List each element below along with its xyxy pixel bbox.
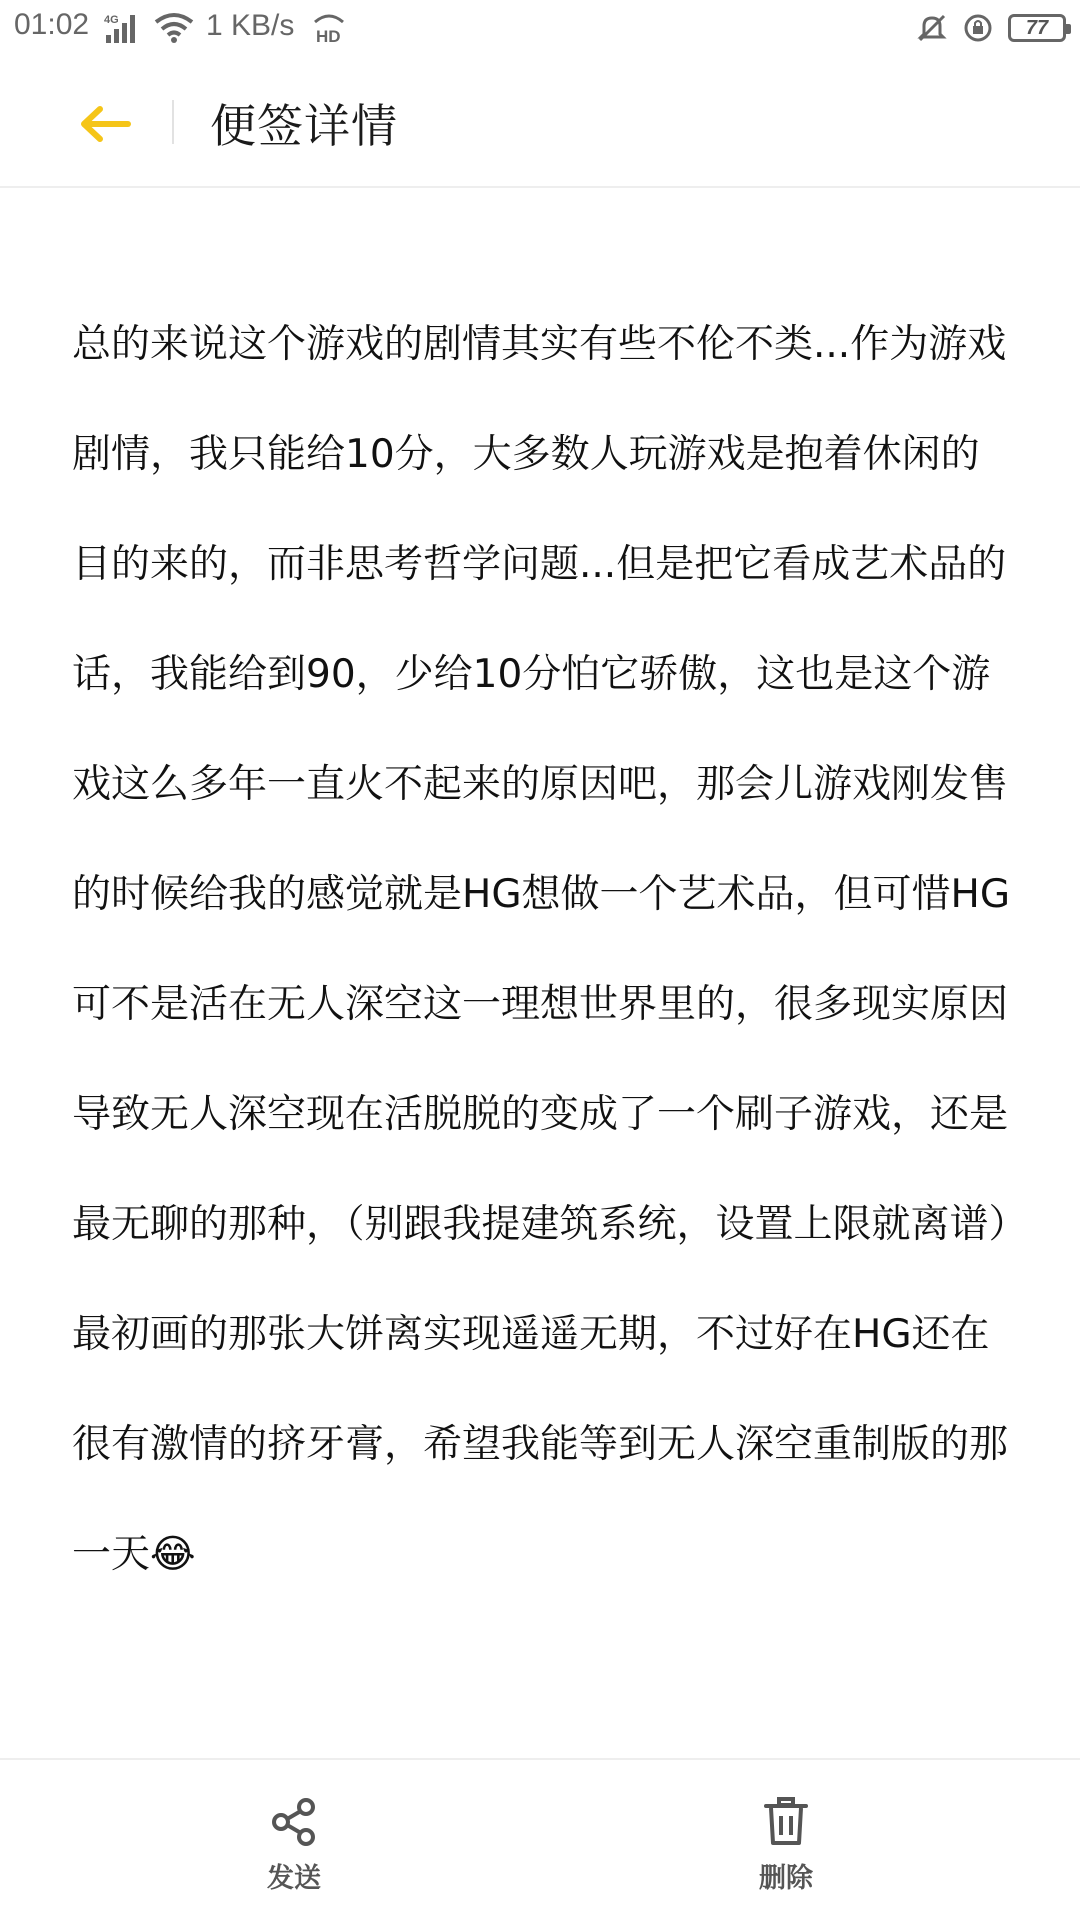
delete-label: 删除 <box>759 1863 813 1894</box>
delete-button[interactable] <box>706 1796 866 1906</box>
hd-label: HD <box>316 27 341 44</box>
header-divider <box>172 100 174 144</box>
send-button[interactable] <box>214 1796 374 1906</box>
mute-bell-icon <box>916 12 948 44</box>
hd-voice-icon <box>312 12 346 44</box>
network-type-label: 4G <box>104 14 119 26</box>
status-time: 01:02 <box>14 8 90 41</box>
bottom-toolbar <box>0 1758 1080 1920</box>
header <box>0 56 1080 188</box>
battery-level: 77 <box>1025 16 1049 39</box>
cellular-signal-icon <box>104 11 144 45</box>
battery-icon <box>1008 14 1066 42</box>
send-label: 发送 <box>267 1863 321 1894</box>
page-title: 便签详情 <box>210 99 398 153</box>
status-right-icons <box>916 10 1066 46</box>
wifi-icon <box>154 12 194 44</box>
share-icon <box>268 1796 320 1848</box>
back-button[interactable] <box>70 94 140 154</box>
status-bar <box>0 0 1080 56</box>
note-content[interactable]: 总的来说这个游戏的剧情其实有些不伦不类...作为游戏剧情，我只能给10分，大多数人玩游戏是抱着休闲的目的来的，而非思考哲学问题...但是把它看成艺术品的话，我能给到90，少给10分怕它骄傲，这也是这个游戏这么多年一直火不起来的原因吧，那会儿游戏刚发售的时候给我的感觉就是HG想做一个艺术品，但可惜HG可不是活在无人深空这一理想世界里的，很多现实原因导致无人深空现在活脱脱的变成了一个刷子游戏，还是最无聊的那种，（别跟我提建筑系统，设置上限就离谱）最初画的那张大饼离实现遥遥无期，不过好在HG还在很有激情的挤牙膏，希望我能等到无人深空重制版的那一天😂 <box>72 322 1011 1577</box>
arrow-left-icon <box>78 104 132 144</box>
network-speed: 1 KB/s <box>206 9 295 42</box>
status-left-icons <box>104 10 194 46</box>
trash-icon <box>760 1796 812 1848</box>
rotation-lock-icon <box>962 12 994 44</box>
